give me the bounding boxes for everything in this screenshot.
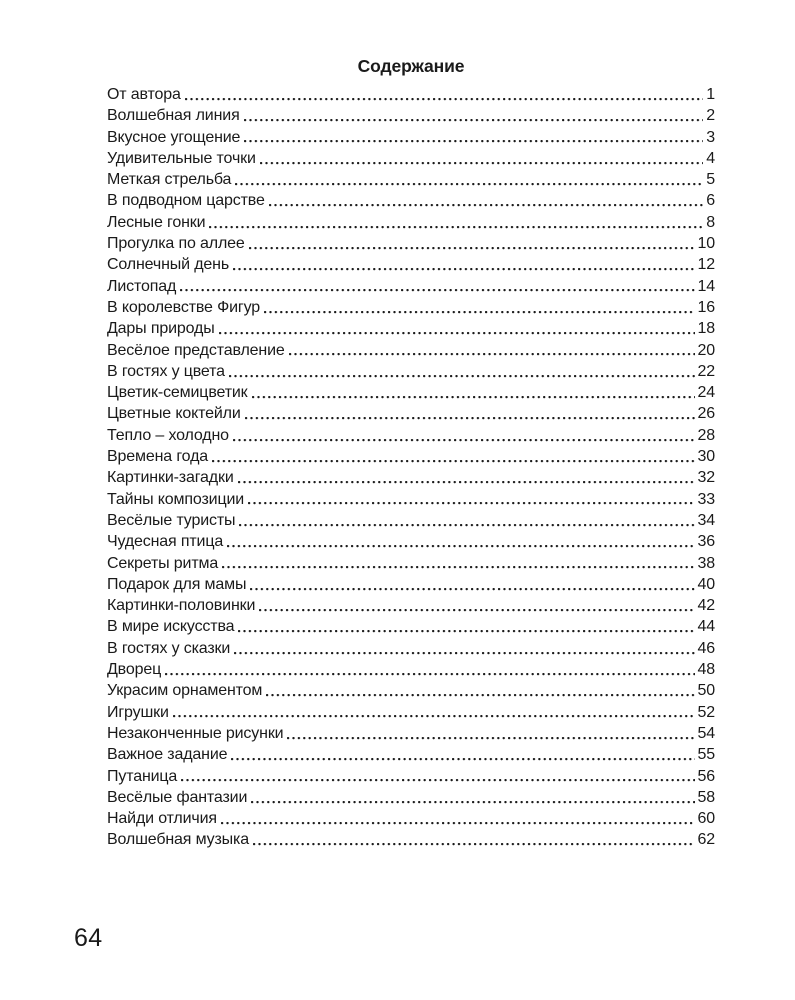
dot-leader (234, 652, 694, 656)
toc-entry-title: Волшебная музыка (107, 831, 249, 849)
toc-entry (107, 766, 715, 787)
toc-entry-title: В королевстве Фигур (107, 298, 260, 316)
toc-entry-page: 1 (706, 86, 715, 103)
toc-entry-title: Листопад (107, 277, 177, 295)
dot-leader (244, 119, 704, 123)
toc-entry-page: 22 (697, 362, 715, 380)
toc-entry-title: Картинки-половинки (107, 597, 256, 615)
dot-leader (229, 375, 695, 379)
toc-entry-page: 56 (697, 767, 715, 785)
dot-leader (180, 289, 694, 293)
toc-entry (107, 553, 715, 574)
toc-entry-page: 3 (706, 128, 715, 146)
toc-entry-title: Важное задание (107, 746, 228, 764)
toc-entry (107, 702, 715, 723)
toc-entry-page: 40 (697, 575, 715, 593)
dot-leader (253, 843, 695, 847)
dot-leader (185, 98, 703, 102)
toc-entry-title: Путаница (107, 767, 178, 785)
toc-entry-page: 28 (697, 426, 715, 444)
table-of-contents (107, 55, 715, 851)
toc-entry-title: В мире искусства (107, 618, 235, 636)
toc-entry (107, 638, 715, 659)
dot-leader (264, 311, 695, 315)
toc-entry-page: 33 (697, 490, 715, 508)
toc-entry (107, 723, 715, 744)
toc-entry-page: 5 (706, 171, 715, 189)
dot-leader (259, 609, 694, 613)
dot-leader (173, 715, 695, 719)
toc-entry (107, 574, 715, 595)
toc-entry (107, 659, 715, 680)
dot-leader (289, 353, 695, 357)
dot-leader (249, 247, 695, 251)
toc-entry-page: 52 (697, 703, 715, 721)
dot-leader (245, 417, 695, 421)
toc-entry-title: Волшебная линия (107, 107, 240, 125)
toc-entry (107, 297, 715, 318)
toc-entry-title: Дары природы (107, 320, 215, 338)
toc-entry-page: 50 (697, 682, 715, 700)
folio-page-number: 64 (74, 924, 103, 952)
dot-leader (238, 630, 694, 634)
toc-entry-page: 10 (697, 235, 715, 253)
toc-entry-title: Игрушки (107, 703, 169, 721)
toc-entry (107, 595, 715, 616)
toc-entry (107, 616, 715, 637)
toc-entry-title: Времена года (107, 448, 209, 466)
dot-leader (235, 183, 703, 187)
toc-entry (107, 276, 715, 297)
toc-entry-title: В гостях у цвета (107, 362, 225, 380)
toc-entry (107, 467, 715, 488)
toc-entry-page: 62 (697, 831, 715, 849)
dot-leader (251, 801, 694, 805)
toc-entry-title: В гостях у сказки (107, 639, 231, 657)
toc-entry (107, 233, 715, 254)
dot-leader (219, 332, 695, 336)
toc-entry-page: 4 (706, 149, 715, 167)
toc-entry (107, 510, 715, 531)
toc-entry-title: Лесные гонки (107, 213, 206, 231)
toc-entry-title: Незаконченные рисунки (107, 724, 284, 742)
toc-entry-title: Весёлое представление (107, 341, 285, 359)
dot-leader (209, 226, 703, 230)
toc-entry-page: 54 (697, 724, 715, 742)
toc-entry-page: 26 (697, 405, 715, 423)
toc-entry (107, 361, 715, 382)
dot-leader (222, 566, 694, 570)
toc-entry-title: Найди отличия (107, 810, 217, 828)
toc-entry-page: 32 (697, 469, 715, 487)
toc-entry-title: Цветные коктейли (107, 405, 241, 423)
toc-entry-title: Подарок для мамы (107, 575, 247, 593)
toc-entry (107, 169, 715, 190)
dot-leader (212, 460, 694, 464)
toc-entry-page: 30 (697, 448, 715, 466)
toc-entry-title: Цветик-семицветик (107, 384, 248, 402)
toc-entry-title: Меткая стрельба (107, 171, 232, 189)
toc-entry-page: 2 (706, 107, 715, 125)
toc-entry (107, 105, 715, 126)
toc-entry-page: 34 (697, 511, 715, 529)
toc-entry-page: 55 (697, 746, 715, 764)
toc-entry-page: 12 (697, 256, 715, 274)
toc-entry (107, 829, 715, 850)
toc-entry (107, 84, 715, 105)
dot-leader (233, 439, 695, 443)
toc-entry-title: Дворец (107, 661, 162, 679)
toc-entry-page: 38 (697, 554, 715, 572)
dot-leader (181, 779, 694, 783)
toc-entry (107, 680, 715, 701)
toc-entry (107, 808, 715, 829)
toc-entry-title: Секреты ритма (107, 554, 219, 572)
toc-entry (107, 489, 715, 510)
toc-entry-page: 20 (697, 341, 715, 359)
toc-entry (107, 190, 715, 211)
dot-leader (221, 822, 695, 826)
dot-leader (269, 204, 704, 208)
toc-entry (107, 254, 715, 275)
dot-leader (239, 524, 694, 528)
toc-entry (107, 148, 715, 169)
toc-entry-title: Украсим орнаментом (107, 682, 263, 700)
toc-entry (107, 403, 715, 424)
toc-entry-page: 14 (697, 277, 715, 295)
toc-entry (107, 787, 715, 808)
toc-entry-page: 42 (697, 597, 715, 615)
dot-leader (238, 481, 695, 485)
toc-entry-page: 18 (697, 320, 715, 338)
toc-entry-page: 48 (697, 661, 715, 679)
toc-entry-title: Тепло – холодно (107, 426, 229, 444)
toc-entry-page: 16 (697, 298, 715, 316)
toc-entry-page: 24 (697, 384, 715, 402)
toc-entry-title: Чудесная птица (107, 533, 224, 551)
dot-leader (260, 162, 703, 166)
dot-leader (250, 588, 694, 592)
toc-entry-page: 36 (697, 533, 715, 551)
toc-entry-page: 60 (697, 810, 715, 828)
toc-entry-page: 58 (697, 788, 715, 806)
toc-entry (107, 425, 715, 446)
toc-entry-title: Картинки-загадки (107, 469, 234, 487)
toc-entry-title: Прогулка по аллее (107, 235, 245, 253)
toc-entry (107, 531, 715, 552)
toc-entry (107, 744, 715, 765)
toc-entry-title: От автора (107, 86, 181, 103)
toc-entry-page: 44 (697, 618, 715, 636)
page-title: Содержание (357, 56, 465, 76)
toc-entry-page: 6 (706, 192, 715, 210)
dot-leader (287, 737, 694, 741)
dot-leader (244, 140, 703, 144)
dot-leader (252, 396, 695, 400)
toc-entry (107, 318, 715, 339)
toc-entry-title: Солнечный день (107, 256, 230, 274)
dot-leader (233, 268, 694, 272)
toc-entry-title: В подводном царстве (107, 192, 265, 210)
toc-entry-title: Весёлые туристы (107, 511, 236, 529)
toc-entry-page: 46 (697, 639, 715, 657)
dot-leader (227, 545, 694, 549)
dot-leader (266, 694, 694, 698)
dot-leader (231, 758, 694, 762)
toc-entry-page: 8 (706, 213, 715, 231)
toc-entry (107, 212, 715, 233)
toc-entry-title: Удивительные точки (107, 149, 256, 167)
toc-entry-title: Весёлые фантазии (107, 788, 248, 806)
toc-entry (107, 382, 715, 403)
toc-entry (107, 446, 715, 467)
toc-entry (107, 340, 715, 361)
dot-leader (248, 502, 694, 506)
dot-leader (165, 673, 694, 677)
toc-entry-title: Тайны композиции (107, 490, 245, 508)
toc-entry (107, 127, 715, 148)
toc-entry-title: Вкусное угощение (107, 128, 241, 146)
toc-list (107, 84, 715, 851)
